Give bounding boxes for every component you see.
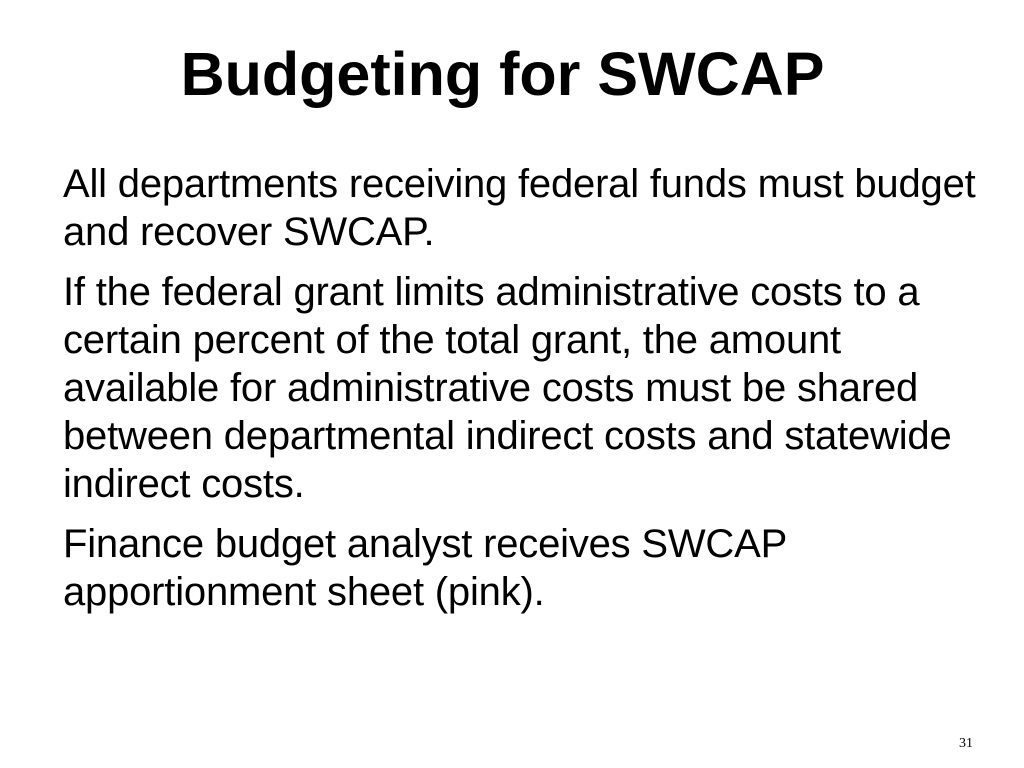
- paragraph-administrative-costs: If the federal grant limits administrative costs to a certain percent of the total grant, the amount available for administrative costs must be shared between departmental indirect costs and statewide indirect costs.: [63, 270, 952, 506]
- slide-title: Budgeting for SWCAP: [180, 40, 825, 108]
- slide-number: 31: [959, 736, 973, 751]
- paragraph-apportionment-sheet: Finance budget analyst receives SWCAP apportionment sheet (pink).: [63, 522, 787, 614]
- slide-body: [63, 160, 1003, 628]
- paragraph-federal-funds: All departments receiving federal funds must budget and recover SWCAP.: [63, 162, 976, 254]
